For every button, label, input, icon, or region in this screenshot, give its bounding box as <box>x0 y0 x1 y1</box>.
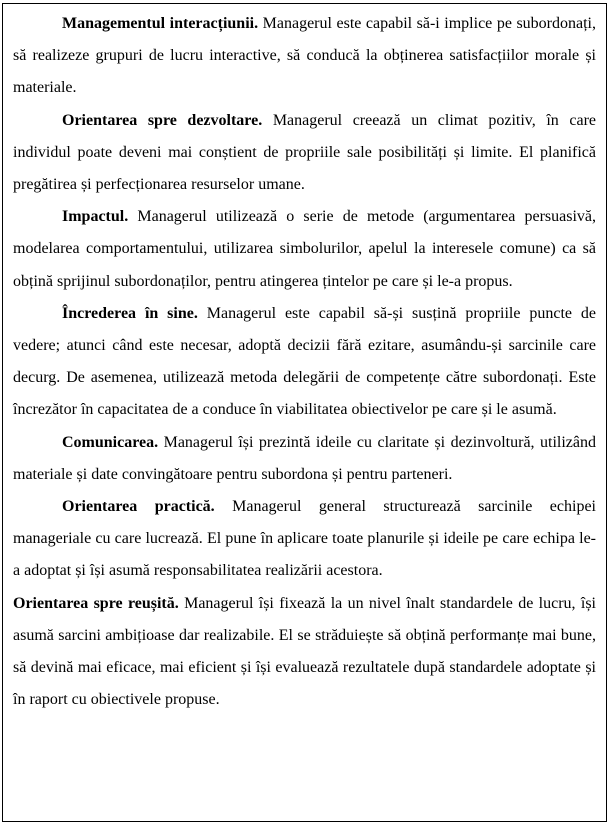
paragraph-heading: Comunicarea. <box>62 433 159 451</box>
paragraph-text: Managerul este capabil să-și susțină propriile puncte de vedere; atunci când este necesar, adoptă decizii fără ezitare, asumându-și sarcinile care decurg. De asemenea, utilizează metoda delegării de competențe către subordonați. Este încrezător în capacitatea de a conduce în viabilitatea obiectivelor pe care și le asumă. <box>13 304 596 419</box>
paragraph-comunicarea <box>13 427 596 491</box>
paragraph-text: Managerul creează un climat pozitiv, în care individul poate deveni mai conștient de propriile sale posibilități și limite. El planifică pregătirea și perfecționarea resurselor umane. <box>13 111 597 194</box>
paragraph-heading: Impactul. <box>62 208 129 226</box>
paragraph-text: Managerul general structurează sarcinile echipei manageriale cu care lucrează. El pune în aplicare toate planurile și ideile pe care echipa le-a adoptat și își asumă responsabilitatea realizării acestora. <box>13 498 596 580</box>
paragraph-increderea-in-sine <box>13 298 596 427</box>
paragraph-heading: Orientarea practică. <box>62 498 215 516</box>
paragraph-text: Managerul utilizează o serie de metode (argumentarea persuasivă, modelarea comportamentului, utilizarea simbolurilor, apelul la interesele comune) ca să obțină sprijinul subordonaților, pentru atingerea țintelor pe care și le-a propus. <box>13 208 596 290</box>
paragraph-text: Managerul își fixează la un nivel înalt standardele de lucru, își asumă sarcini ambițioase dar realizabile. El se străduiește să obțină performanțe mai bune, să devină mai eficace, mai eficient și își evaluează rezultatele după standardele adoptate și în raport cu obiectivele propuse. <box>13 594 596 709</box>
paragraph-impactul <box>13 201 596 298</box>
paragraph-orientarea-spre-dezvoltare <box>13 105 596 202</box>
paragraph-text: Managerul își prezintă ideile cu claritate și dezinvoltură, utilizând materiale și date convingătoare pentru subordona și pentru parteneri. <box>13 433 596 483</box>
text-box <box>2 3 607 822</box>
paragraph-heading: Orientarea spre dezvoltare. <box>62 111 263 129</box>
paragraph-heading: Orientarea spre reușită. <box>13 594 179 612</box>
paragraph-orientarea-spre-reusita <box>13 588 596 717</box>
paragraph-heading: Managementul interacțiunii. <box>62 15 259 32</box>
paragraph-orientarea-practica <box>13 491 596 588</box>
paragraph-text: Managerul este capabil să-i implice pe subordonați, să realizeze grupuri de lucru interactive, să conducă la obținerea satisfacțiilor morale și materiale. <box>13 15 597 97</box>
paragraph-heading: Încrederea în sine. <box>62 304 198 322</box>
paragraph-managementul-interactiunii <box>13 8 596 105</box>
